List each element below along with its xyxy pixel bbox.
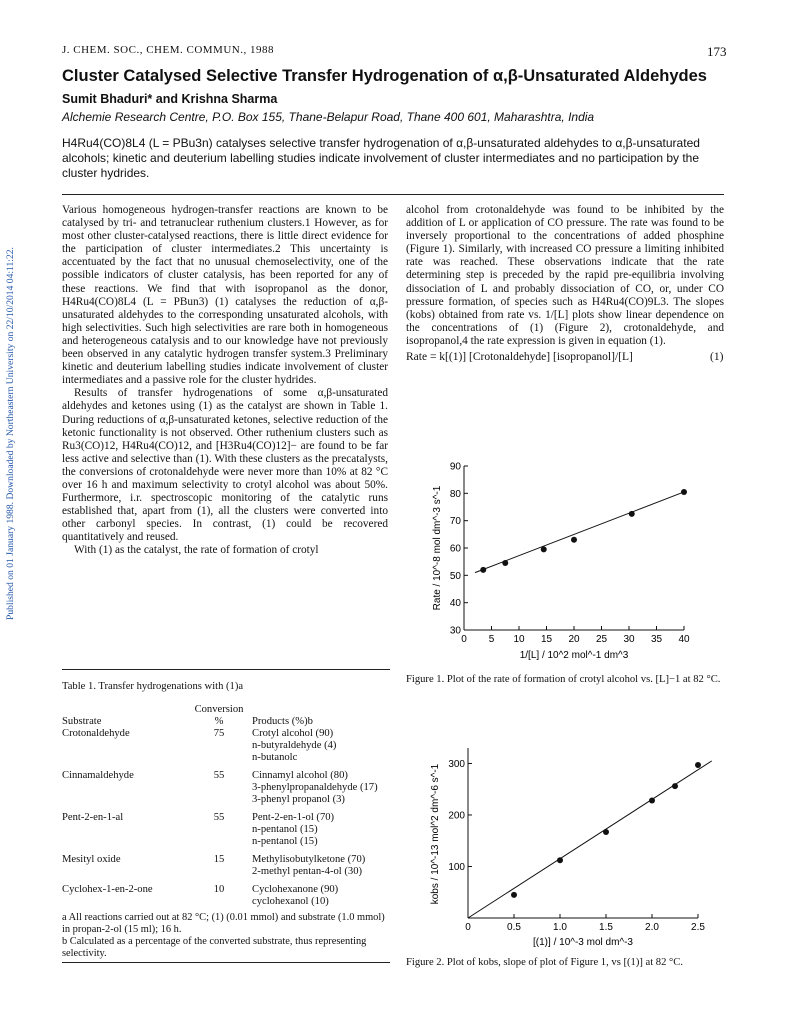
abstract-text: H4Ru4(CO)8L4 (L = PBu3n) catalyses selective transfer hydrogenation of α,β-unsaturated aldehydes to α,β-unsaturated alcohols; kinetic and deuterium labelling studies indicate involvement of cluster intermediates and no participation by the cluster hydrides. xyxy=(62,136,700,180)
table-cell: n-pentanol (15) xyxy=(252,824,318,835)
authors: Sumit Bhaduri* and Krishna Sharma xyxy=(62,92,278,106)
y-tick-label: 300 xyxy=(448,758,465,770)
data-point xyxy=(571,537,577,543)
page-number: 173 xyxy=(707,44,727,59)
table-cell: Cyclohexanone (90) xyxy=(252,884,339,895)
x-tick-label: 0 xyxy=(465,922,471,933)
x-tick-label: 0.5 xyxy=(507,922,521,933)
table-footnotes xyxy=(62,912,388,960)
y-tick-label: 70 xyxy=(449,516,461,528)
download-notice[interactable] xyxy=(2,170,18,620)
table-cell: 10 xyxy=(213,884,225,895)
download-notice-text[interactable]: Published on 01 January 1988. Downloaded by Northeastern University on 22/10/2014 04:11:22. xyxy=(5,247,16,620)
data-point xyxy=(502,560,508,566)
data-point xyxy=(603,829,609,835)
table-cell: n-butanolc xyxy=(252,752,298,763)
x-tick-label: 10 xyxy=(513,634,525,645)
right-column xyxy=(406,204,724,348)
table-cell: 2-methyl pentan-4-ol (30) xyxy=(252,866,363,877)
rate-equation: Rate = k[(1)] [Crotonaldehyde] [isopropanol]/[L] xyxy=(406,351,633,363)
table-cell: 3-phenyl propanol (3) xyxy=(252,794,345,805)
x-tick-label: 1.0 xyxy=(553,922,567,933)
x-tick-label: 1.5 xyxy=(599,922,613,933)
data-point xyxy=(629,511,635,517)
table-row xyxy=(62,812,378,848)
x-axis-label: [(1)] / 10^-3 mol dm^-3 xyxy=(533,937,633,948)
y-axis-label: Rate / 10^-8 mol dm^-3 s^-1 xyxy=(432,485,443,611)
article-title: Cluster Catalysed Selective Transfer Hydrogenation of α,β-Unsaturated Aldehydes xyxy=(62,67,707,85)
table-header: Products (%)b xyxy=(252,716,313,727)
table-cell: Mesityl oxide xyxy=(62,854,121,865)
data-point xyxy=(695,762,701,768)
table-cell: 55 xyxy=(213,812,225,823)
table-cell: 55 xyxy=(213,770,225,781)
figure-2-chart xyxy=(418,742,718,952)
equation-number: (1) xyxy=(710,351,724,363)
table-header: Substrate xyxy=(62,716,102,727)
table-cell: 75 xyxy=(213,728,225,739)
y-tick-label: 80 xyxy=(449,488,461,500)
table-1 xyxy=(62,704,390,908)
data-point xyxy=(511,892,517,898)
table-row xyxy=(62,770,378,806)
data-point xyxy=(480,567,486,573)
y-tick-label: 90 xyxy=(449,461,461,473)
y-axis-label: kobs / 10^-13 mol^2 dm^-6 s^-1 xyxy=(430,763,441,905)
body-paragraph: Results of transfer hydrogenations of some α,β-unsaturated aldehydes and ketones using (1) as the catalyst are shown in Table 1. During reductions of α,β-unsaturated ketones, selective reduction of the ketonic functionality is not observed. Other ruthenium clusters such as Ru3(CO)12, H4Ru4(CO)12, and [H3Ru4(CO)12]− are found to be far less active and selective than (1). With these clusters as the precatalysts, the conversions of crotonaldehyde were never more than 10% at 82 °C over 16 h and maximum selectivity to crotyl alcohol was about 50%. Furthermore, i.r. spectroscopic monitoring of the catalytic runs established that, apart from (1), all the clusters were converted into other carbonyl species. In contrast, (1) could be recovered quantitatively and reused. xyxy=(62,387,388,544)
data-point xyxy=(681,489,687,495)
y-tick-label: 50 xyxy=(449,570,461,582)
table-cell: Pent-2-en-1-al xyxy=(62,812,124,823)
body-paragraph: Various homogeneous hydrogen-transfer reactions are known to be catalysed by tri- and tetranuclear ruthenium clusters.1 However, as for most other cluster-catalysed reactions, there is little direct evidence for the participation of cluster intermediates.2 This uncertainty is accentuated by the fact that no unusual chemoselectivity, one of the possible indicators of cluster catalysis, has been reported for any of these reactions. We find that with isopropanol as the donor, H4Ru4(CO)8L4 (L = PBun3) (1) catalyses the reduction of α,β-unsaturated aldehydes to the corresponding unsaturated alcohols, with high selectivities. Such high selectivities are rare both in homogeneous and heterogeneous catalysis and to our knowledge have not previously been observed in any catalytic hydrogen transfer system.3 Preliminary kinetic and deuterium labelling studies indicate involvement of cluster intermediates and a passive role for the cluster hydrides. xyxy=(62,204,388,387)
body-paragraph: With (1) as the catalyst, the rate of formation of crotyl xyxy=(74,544,319,557)
table-footnote: a All reactions carried out at 82 °C; (1) (0.01 mmol) and substrate (1.0 mmol) in propan-2-ol (15 ml); 16 h. xyxy=(62,912,385,935)
x-tick-label: 40 xyxy=(678,634,690,645)
table-caption: Table 1. Transfer hydrogenations with (1)a xyxy=(62,681,244,692)
y-tick-label: 60 xyxy=(449,543,461,555)
table-cell: 3-phenylpropanaldehyde (17) xyxy=(252,782,378,793)
figure-1-chart xyxy=(418,458,718,670)
table-cell: 15 xyxy=(213,854,225,865)
data-point xyxy=(541,546,547,552)
left-column xyxy=(62,204,388,558)
table-bottom-rule xyxy=(62,962,390,963)
x-tick-label: 25 xyxy=(595,634,608,645)
table-cell: Cyclohex-1-en-2-one xyxy=(62,884,153,895)
x-tick-label: 30 xyxy=(623,634,635,645)
table-header-top: Conversion xyxy=(194,704,244,715)
x-tick-label: 35 xyxy=(650,634,663,645)
table-row xyxy=(62,728,378,764)
x-axis-label: 1/[L] / 10^2 mol^-1 dm^3 xyxy=(519,650,629,661)
y-tick-label: 30 xyxy=(449,625,461,637)
table-cell: Pent-2-en-1-ol (70) xyxy=(252,812,335,823)
journal-header: J. CHEM. SOC., CHEM. COMMUN., 1988 xyxy=(62,44,274,56)
table-row xyxy=(62,884,378,908)
table-cell: Crotonaldehyde xyxy=(62,728,130,739)
body-paragraph: alcohol from crotonaldehyde was found to be inhibited by the addition of L or application of CO pressure. The rate was found to be inversely proportional to the concentrations of added phosphine (Figure 1). Similarly, with increased CO pressure a limiting inhibited rate was reached. These observations indicate that the rate determining step is preceded by the rapid pre-equilibria involving dissociation of L and probably dissociation of CO, or, under CO pressure formation, of species such as H4Ru4(CO)9L3. The slopes (kobs) obtained from rate vs. 1/[L] plots show linear dependence on the concentrations of (1) (Figure 2), crotonaldehyde, and isopropanol,4 the rate expression is given in equation (1). xyxy=(406,204,724,347)
table-cell: Crotyl alcohol (90) xyxy=(252,728,334,739)
x-tick-label: 2.0 xyxy=(645,922,659,933)
figure-2-caption: Figure 2. Plot of kobs, slope of plot of Figure 1, vs [(1)] at 82 °C. xyxy=(406,957,684,968)
data-table xyxy=(62,704,378,908)
abstract xyxy=(62,136,724,181)
y-tick-label: 100 xyxy=(448,861,465,873)
affiliation: Alchemie Research Centre, P.O. Box 155, Thane-Belapur Road, Thane 400 601, Maharashtra, India xyxy=(62,110,595,124)
x-tick-label: 5 xyxy=(488,634,495,645)
table-cell: n-pentanol (15) xyxy=(252,836,318,847)
data-point xyxy=(672,783,678,789)
figure-1-caption: Figure 1. Plot of the rate of formation of crotyl alcohol vs. [L]−1 at 82 °C. xyxy=(406,674,721,685)
table-top-rule xyxy=(62,669,390,670)
table-cell: Cinnamaldehyde xyxy=(62,770,134,781)
y-tick-label: 40 xyxy=(449,598,461,610)
x-tick-label: 2.5 xyxy=(691,922,705,933)
x-tick-label: 15 xyxy=(540,634,553,645)
title-divider xyxy=(62,194,724,195)
table-header: % xyxy=(214,716,224,727)
x-tick-label: 0 xyxy=(461,634,467,645)
table-row xyxy=(62,854,378,878)
table-cell: Methylisobutylketone (70) xyxy=(252,854,366,865)
table-cell: n-butyraldehyde (4) xyxy=(252,740,337,751)
x-tick-label: 20 xyxy=(568,634,580,645)
table-footnote: b Calculated as a percentage of the converted substrate, thus representing selectivity. xyxy=(62,936,367,959)
data-point xyxy=(649,798,655,804)
table-cell: Cinnamyl alcohol (80) xyxy=(252,770,348,781)
y-tick-label: 200 xyxy=(448,810,465,822)
table-cell: cyclohexanol (10) xyxy=(252,896,329,907)
data-point xyxy=(557,857,563,863)
